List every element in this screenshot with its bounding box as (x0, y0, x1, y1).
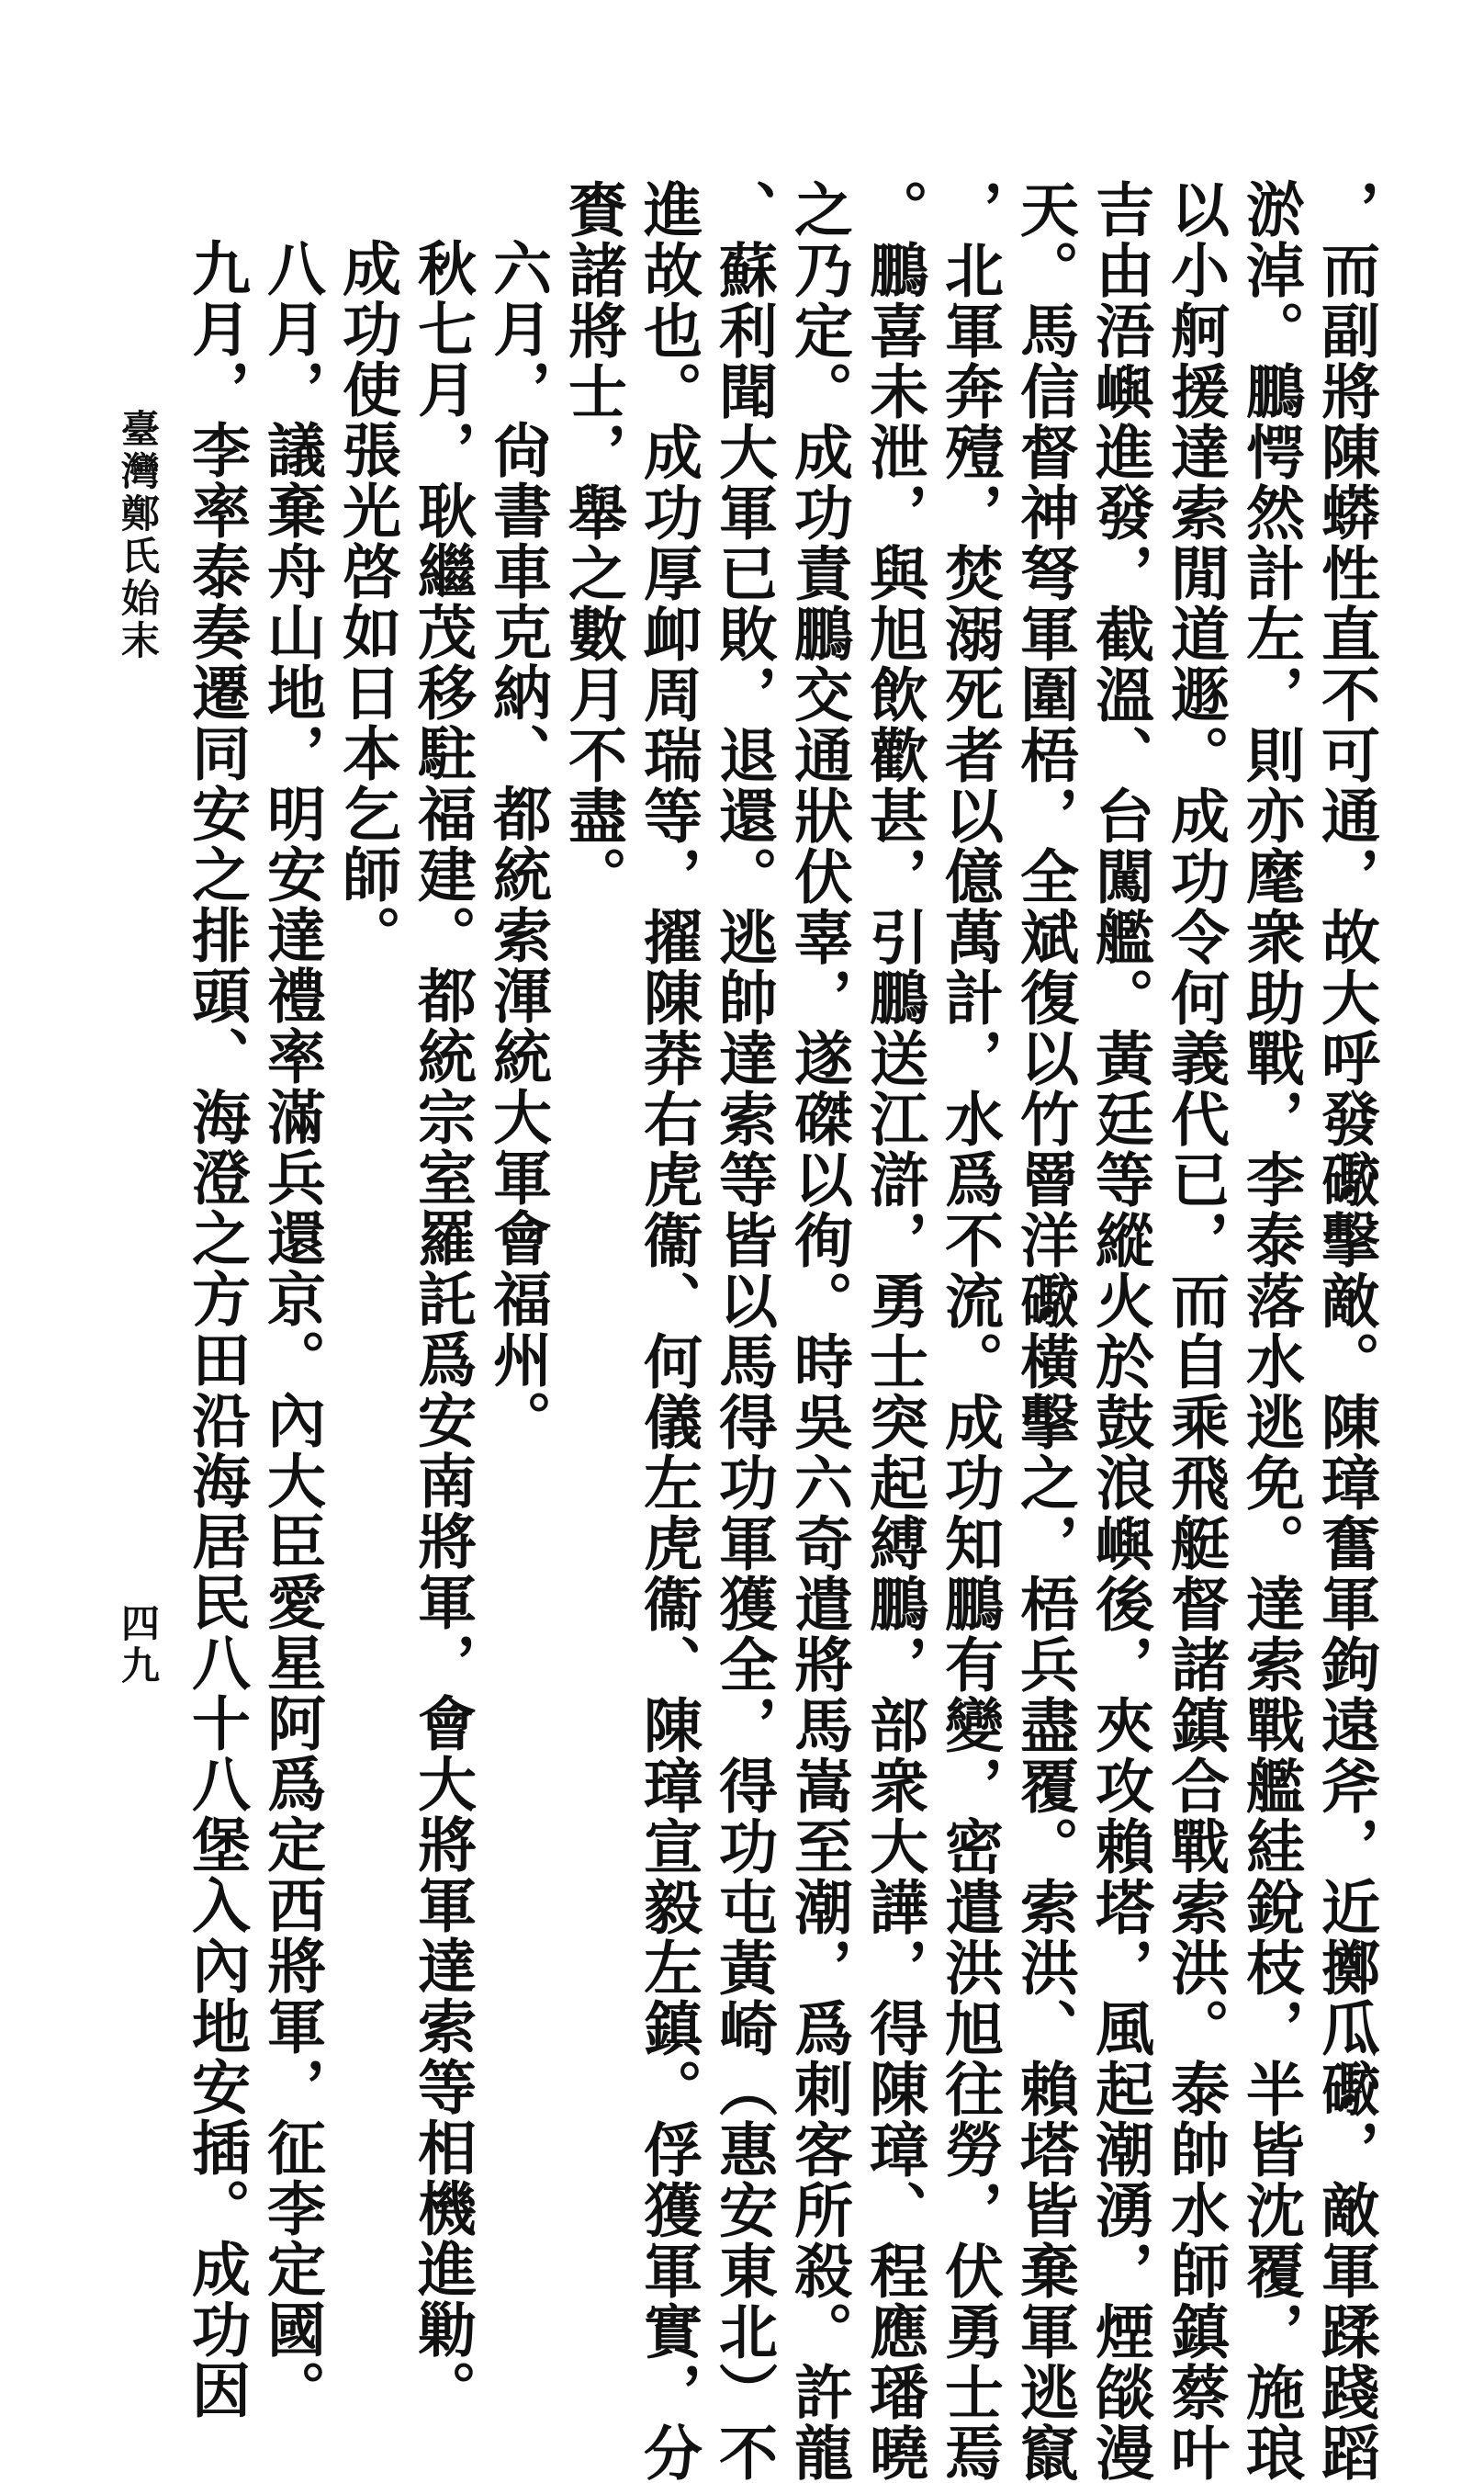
text-column-15: 八月，議棄舟山地，明安達禮率滿兵還京。內大臣愛星阿爲定西將軍，征李定國。 (257, 238, 326, 2421)
text-column-3: 以小舸援達索閒道遯。成功令何義代已，而自乘飛艇督諸鎮合戰索洪。泰帥水師鎮蔡叶 (1161, 179, 1230, 2483)
running-head: 臺灣鄭氏始末 (116, 409, 161, 662)
text-column-1: ，而副將陳蟒性直不可通，故大呼發礮擊敵。陳璋奮軍鉤遠斧，近擲瓜礮，敵軍蹂踐蹈 (1311, 179, 1380, 2483)
text-column-10: 進故也。成功厚卹周瑞等，擢陳莽右虎衞、何儀左虎衞、陳璋宣毅左鎮。俘獲軍實，分 (634, 179, 703, 2483)
text-column-6: ，北軍奔殪，焚溺死者以億萬計，水爲不流。成功知鵬有變，密遣洪旭往勞，伏勇士焉 (935, 179, 1004, 2483)
text-column-14: 成功使張光啓如日本乞師。 (332, 238, 401, 965)
text-column-12: 六月，尙書車克納、都統索渾統大軍會福州。 (483, 238, 552, 1450)
text-column-2: 淤淖。鵬愕然計左，則亦麾衆助戰，李泰落水逃免。達索戰艦絓銳枝，半皆沈覆，施琅 (1236, 179, 1305, 2483)
text-column-5: 天。馬信督神弩軍圍梧，全斌復以竹罾洋礮橫擊之，梧兵盡覆。索洪、賴塔皆棄軍逃竄 (1010, 179, 1079, 2483)
text-column-13: 秋七月，耿繼茂移駐福建。都統宗室羅託爲安南將軍，會大將軍達索等相機進勦。 (408, 238, 477, 2421)
text-column-9: 、蘇利聞大軍已敗，退還。逃帥達索等皆以馬得功軍獲全，得功屯黃崎（惠安東北）不 (709, 179, 778, 2483)
text-column-11: 賚諸將士，舉之數月不盡。 (558, 179, 627, 907)
page-number: 四九 (116, 1603, 161, 1687)
text-column-8: 之乃定。成功責鵬交通狀伏辜，遂磔以徇。時吳六奇遣將馬嵩至潮，爲刺客所殺。許龍 (784, 179, 853, 2483)
text-column-16: 九月，李率泰奏遷同安之排頭、海澄之方田沿海居民八十八堡入內地安插。成功因 (182, 238, 251, 2421)
text-column-7: 。鵬喜未泄，與旭飲歡甚，引鵬送江滸，勇士突起縛鵬，部衆大譁，得陳璋、程應璠曉 (860, 179, 928, 2483)
text-column-4: 吉由浯嶼進發，截溫、台闖艦。黃廷等縱火於鼓浪嶼後，夾攻賴塔，風起潮湧，煙燄漫 (1085, 179, 1154, 2483)
body-text (178, 179, 1383, 2483)
